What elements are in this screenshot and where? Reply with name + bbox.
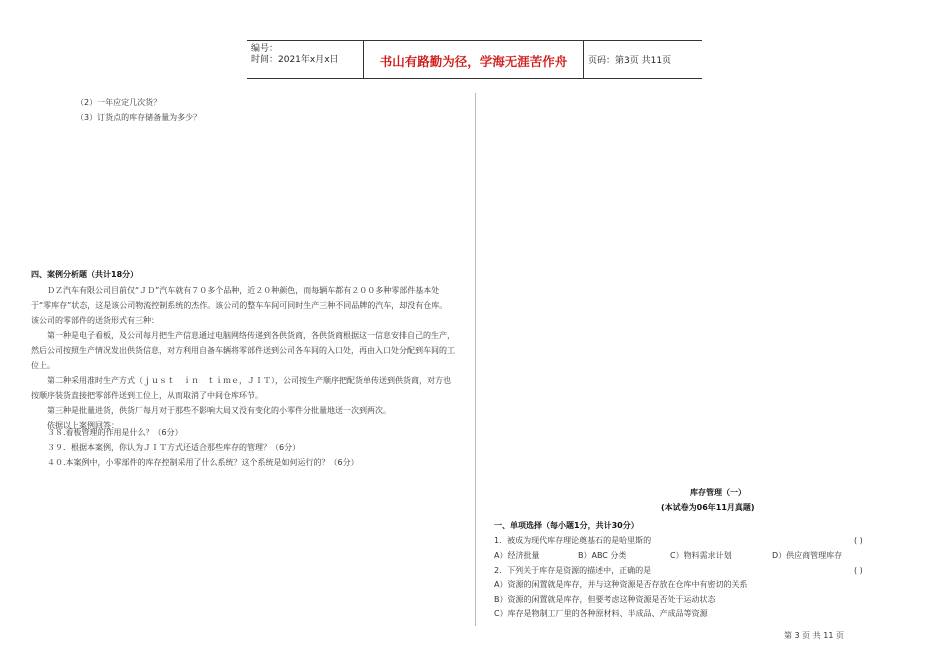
serial-label: 编号： xyxy=(251,44,279,54)
column-divider xyxy=(475,93,476,626)
page-label: 页码：第3页 共11页 xyxy=(588,56,672,66)
exam-title: 库存管理（一） xyxy=(690,488,746,497)
case-paragraph: 依据以上案例回答： xyxy=(47,421,119,430)
option-a: A）经济批量 xyxy=(494,551,540,560)
page-header xyxy=(247,40,702,79)
header-page-cell xyxy=(584,41,702,78)
option-b: B）ABC 分类 xyxy=(578,551,627,560)
question-40: ４０.本案例中，小零部件的库存控制采用了什么系统？这个系统是如何运行的？（6分） xyxy=(47,458,359,467)
option-b: B）资源的闲置就是库存，但要考虑这种资源是否处于运动状态 xyxy=(494,595,716,604)
header-motto-cell xyxy=(364,41,584,78)
section-title-case: 四、案例分析题（共计18分） xyxy=(31,270,139,279)
question-39: ３９．根据本案例，你认为ＪＩＴ方式还适合那些库存的管理？（6分） xyxy=(47,443,301,452)
choice-question-2: 2．下列关于库存是资源的描述中，正确的是 xyxy=(494,566,652,575)
page-footer: 第 3 页 共 11 页 xyxy=(784,631,844,640)
question-3: （3）订货点的库存储备量为多少？ xyxy=(76,113,202,122)
case-text xyxy=(31,283,455,433)
option-d: D）供应商管理库存 xyxy=(772,551,843,560)
case-paragraph: 第三种是批量进货，供货厂每月对于那些不影响大局又没有变化的小零件分批量地送一次到两次。 xyxy=(47,406,391,415)
answer-paren-2: ( ) xyxy=(854,566,863,575)
motto: 书山有路勤为径，学海无涯苦作舟 xyxy=(379,54,568,69)
header-meta-cell xyxy=(247,41,364,78)
case-paragraph: 第一种是电子看板，及公司每月把生产信息通过电脑网络传递到各供货商，各供货商根据这一信息安排自己的生产，然后公司按照生产情况发出供货信息，对方利用自备车辆将零部件送到公司各车间的入口处，再由入口处分配到车间的工位上。 xyxy=(31,331,455,370)
time-label: 时间：2021年x月x日 xyxy=(251,55,339,65)
exam-subtitle: (本试卷为06年11月真题) xyxy=(661,503,755,512)
case-paragraph: ＤＺ汽车有限公司目前仅“ＪＤ”汽车就有７０多个品种，近２０种颜色，而每辆车都有２００多种零部件基本处于“零库存”状态，这是该公司物流控制系统的杰作。该公司的整车车间可同时生产三种不同品牌的汽车，却没有仓库。该公司的零部件的送货形式有三种： xyxy=(31,286,448,325)
section-title-choice: 一、单项选择（每小题1分，共计30分） xyxy=(494,521,639,530)
option-c: C）物料需求计划 xyxy=(670,551,732,560)
question-2: （2）一年应定几次货？ xyxy=(76,98,162,107)
option-c: C）库存是物制工厂里的各种原材料、半成品、产成品等资源 xyxy=(494,609,708,618)
question-38: ３８.看板管理的作用是什么？（6分） xyxy=(47,428,183,437)
option-a: A）资源的闲置就是库存，并与这种资源是否存放在仓库中有密切的关系 xyxy=(494,580,748,589)
choice-question-1: 1．被成为现代库存理论奠基石的是哈里斯的 xyxy=(494,536,652,545)
case-paragraph: 第二种采用准时生产方式（ｊｕｓｔ ｉｎ ｔｉｍｅ，ＪＩＴ），公司按生产顺序把配货单传送到供货商，对方也按顺序装货直接把零部件送到工位上，从而取消了中间仓库环节。 xyxy=(31,376,451,400)
answer-paren-1: ( ) xyxy=(854,536,863,545)
